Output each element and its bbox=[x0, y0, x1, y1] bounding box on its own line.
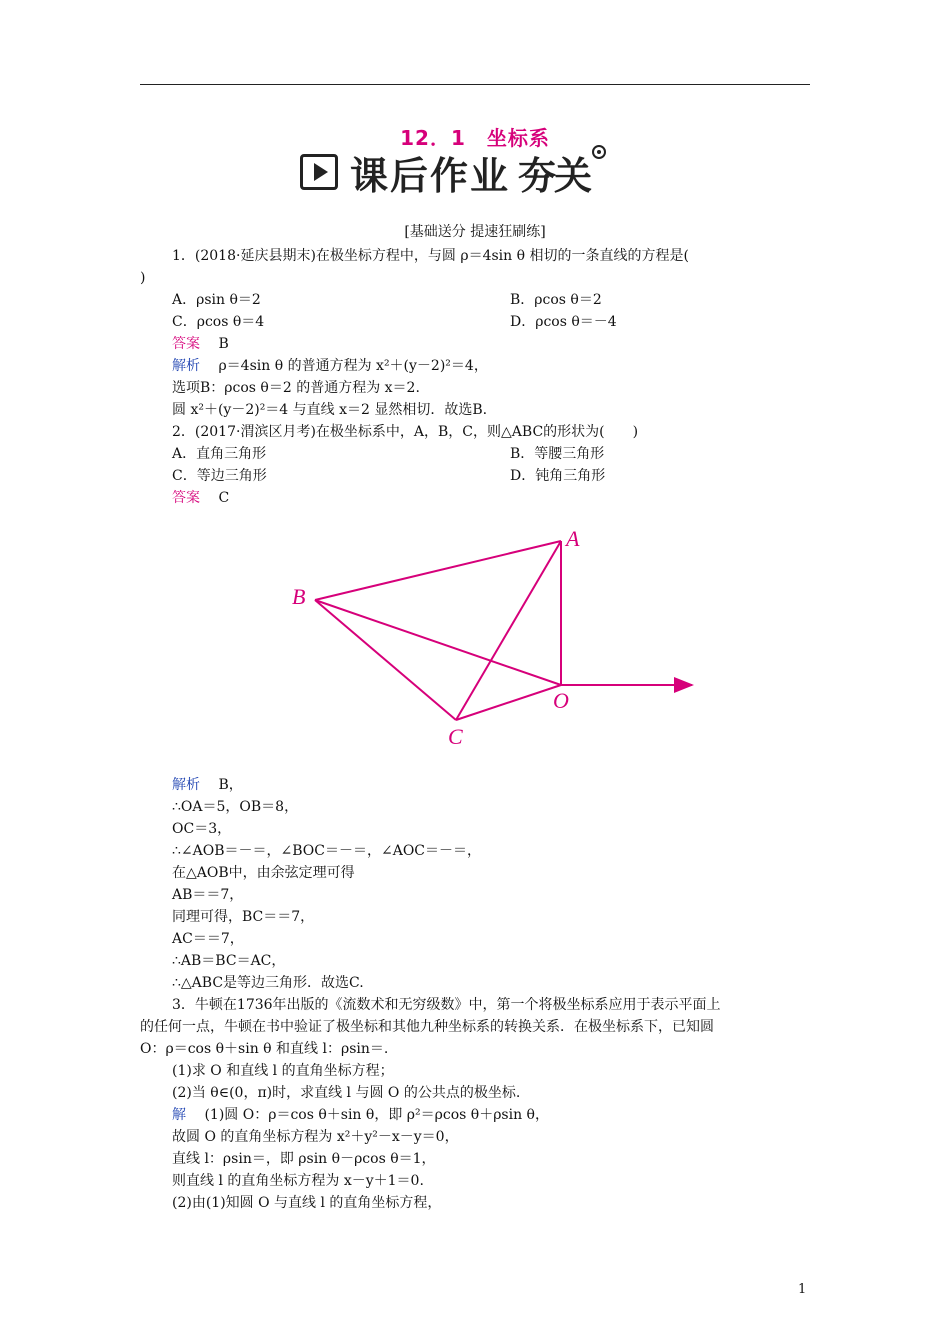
banner-logo bbox=[518, 145, 590, 200]
q2-option-d: D．钝角三角形 bbox=[510, 468, 606, 484]
q1-analysis-2: 选项B：ρcos θ＝2 的普通方程为 x＝2. bbox=[172, 380, 420, 396]
q2-analysis-6: AB＝＝7， bbox=[172, 887, 244, 903]
banner bbox=[300, 148, 590, 196]
q2-stem: 2．(2017·渭滨区月考)在极坐标系中，A，B，C，则△ABC的形状为( ) bbox=[172, 424, 639, 440]
q1-answer-label: 答案 bbox=[172, 336, 200, 352]
point-label-b: B bbox=[292, 584, 306, 609]
q1-analysis-label: 解析 bbox=[172, 358, 200, 374]
play-icon bbox=[300, 154, 338, 190]
segment-ca bbox=[456, 541, 561, 720]
top-rule bbox=[140, 84, 810, 85]
q2-analysis-9: ∴AB＝BC＝AC， bbox=[172, 953, 286, 969]
q3-solution-label: 解 bbox=[172, 1107, 186, 1123]
q2-answer-value: C bbox=[218, 490, 230, 506]
q3-solution-2: 故圆 O 的直角坐标方程为 x²＋y²－x－y＝0， bbox=[172, 1129, 459, 1145]
q3-solution-4: 则直线 l 的直角坐标方程为 x－y＋1＝0. bbox=[172, 1173, 424, 1189]
q1-analysis-text-1: ρ＝4sin θ 的普通方程为 x²＋(y－2)²＝4， bbox=[218, 358, 488, 374]
q2-analysis-5: 在△AOB中，由余弦定理可得 bbox=[172, 865, 355, 881]
q1-analysis-3: 圆 x²＋(y－2)²＝4 与直线 x＝2 显然相切．故选B. bbox=[172, 402, 488, 418]
q3-part-1: (1)求 O 和直线 l 的直角坐标方程； bbox=[172, 1063, 394, 1079]
q2-analysis-4: ∴∠AOB＝－＝，∠BOC＝－＝，∠AOC＝－＝， bbox=[172, 843, 482, 859]
q3-solution-text-1: (1)圆 O：ρ＝cos θ＋sin θ，即 ρ²＝ρcos θ＋ρsin θ， bbox=[204, 1107, 549, 1123]
segment-ba bbox=[315, 541, 561, 600]
triangle-figure bbox=[282, 508, 710, 770]
q1-answer bbox=[172, 334, 229, 354]
q2-analysis-3: OC＝3， bbox=[172, 821, 232, 837]
q1-stem: 1．(2018·延庆县期末)在极坐标方程中，与圆 ρ＝4sin θ 相切的一条直线的方程是( bbox=[172, 248, 689, 264]
banner-text: 课后作业 bbox=[350, 153, 511, 198]
q1-option-b: B．ρcos θ＝2 bbox=[510, 292, 602, 308]
q2-analysis-2: ∴OA＝5，OB＝8， bbox=[172, 799, 299, 815]
point-label-a: A bbox=[566, 526, 580, 551]
q2-analysis-1 bbox=[172, 775, 243, 795]
q3-solution-5: (2)由(1)知圆 O 与直线 l 的直角坐标方程， bbox=[172, 1195, 442, 1211]
q3-solution-1 bbox=[172, 1105, 549, 1125]
q1-stem-end: ) bbox=[140, 270, 146, 286]
q2-analysis-label: 解析 bbox=[172, 777, 200, 793]
banner-logo-text: 夯关 bbox=[518, 153, 591, 198]
q1-option-c: C．ρcos θ＝4 bbox=[172, 314, 265, 330]
q2-answer bbox=[172, 488, 229, 508]
q2-option-c: C．等边三角形 bbox=[172, 468, 267, 484]
q2-analysis-10: ∴△ABC是等边三角形．故选C. bbox=[172, 975, 364, 991]
q2-analysis-text-1: B， bbox=[218, 777, 243, 793]
q2-answer-label: 答案 bbox=[172, 490, 200, 506]
q1-option-a: A．ρsin θ＝2 bbox=[172, 292, 261, 308]
segment-co bbox=[456, 685, 561, 720]
section-title: 12．1 坐标系 bbox=[400, 126, 550, 150]
q2-analysis-7: 同理可得，BC＝＝7， bbox=[172, 909, 315, 925]
segment-bc bbox=[315, 600, 456, 720]
q3-stem-1: 3．牛顿在1736年出版的《流数术和无穷级数》中，第一个将极坐标系应用于表示平面上 bbox=[172, 997, 721, 1013]
point-label-o: O bbox=[553, 688, 569, 713]
q3-stem-3: O：ρ＝cos θ＋sin θ 和直线 l：ρsin＝. bbox=[140, 1041, 389, 1057]
sub-title: [基础送分 提速狂刷练] bbox=[404, 224, 546, 240]
q1-answer-value: B bbox=[218, 336, 229, 352]
q1-analysis-1 bbox=[172, 356, 488, 376]
q3-part-2: (2)当 θ∈(0，π)时，求直线 l 与圆 O 的公共点的极坐标. bbox=[172, 1085, 521, 1101]
segment-bo bbox=[315, 600, 561, 685]
q2-option-a: A．直角三角形 bbox=[172, 446, 267, 462]
q2-analysis-8: AC＝＝7， bbox=[172, 931, 244, 947]
q1-option-d: D．ρcos θ＝－4 bbox=[510, 314, 617, 330]
q3-solution-3: 直线 l：ρsin＝，即 ρsin θ－ρcos θ＝1， bbox=[172, 1151, 436, 1167]
q3-stem-2: 的任何一点，牛顿在书中验证了极坐标和其他九种坐标系的转换关系．在极坐标系下，已知圆 bbox=[140, 1019, 714, 1035]
point-label-c: C bbox=[448, 724, 463, 749]
q2-option-b: B．等腰三角形 bbox=[510, 446, 605, 462]
target-icon bbox=[592, 145, 606, 159]
page-number: 1 bbox=[798, 1282, 807, 1297]
